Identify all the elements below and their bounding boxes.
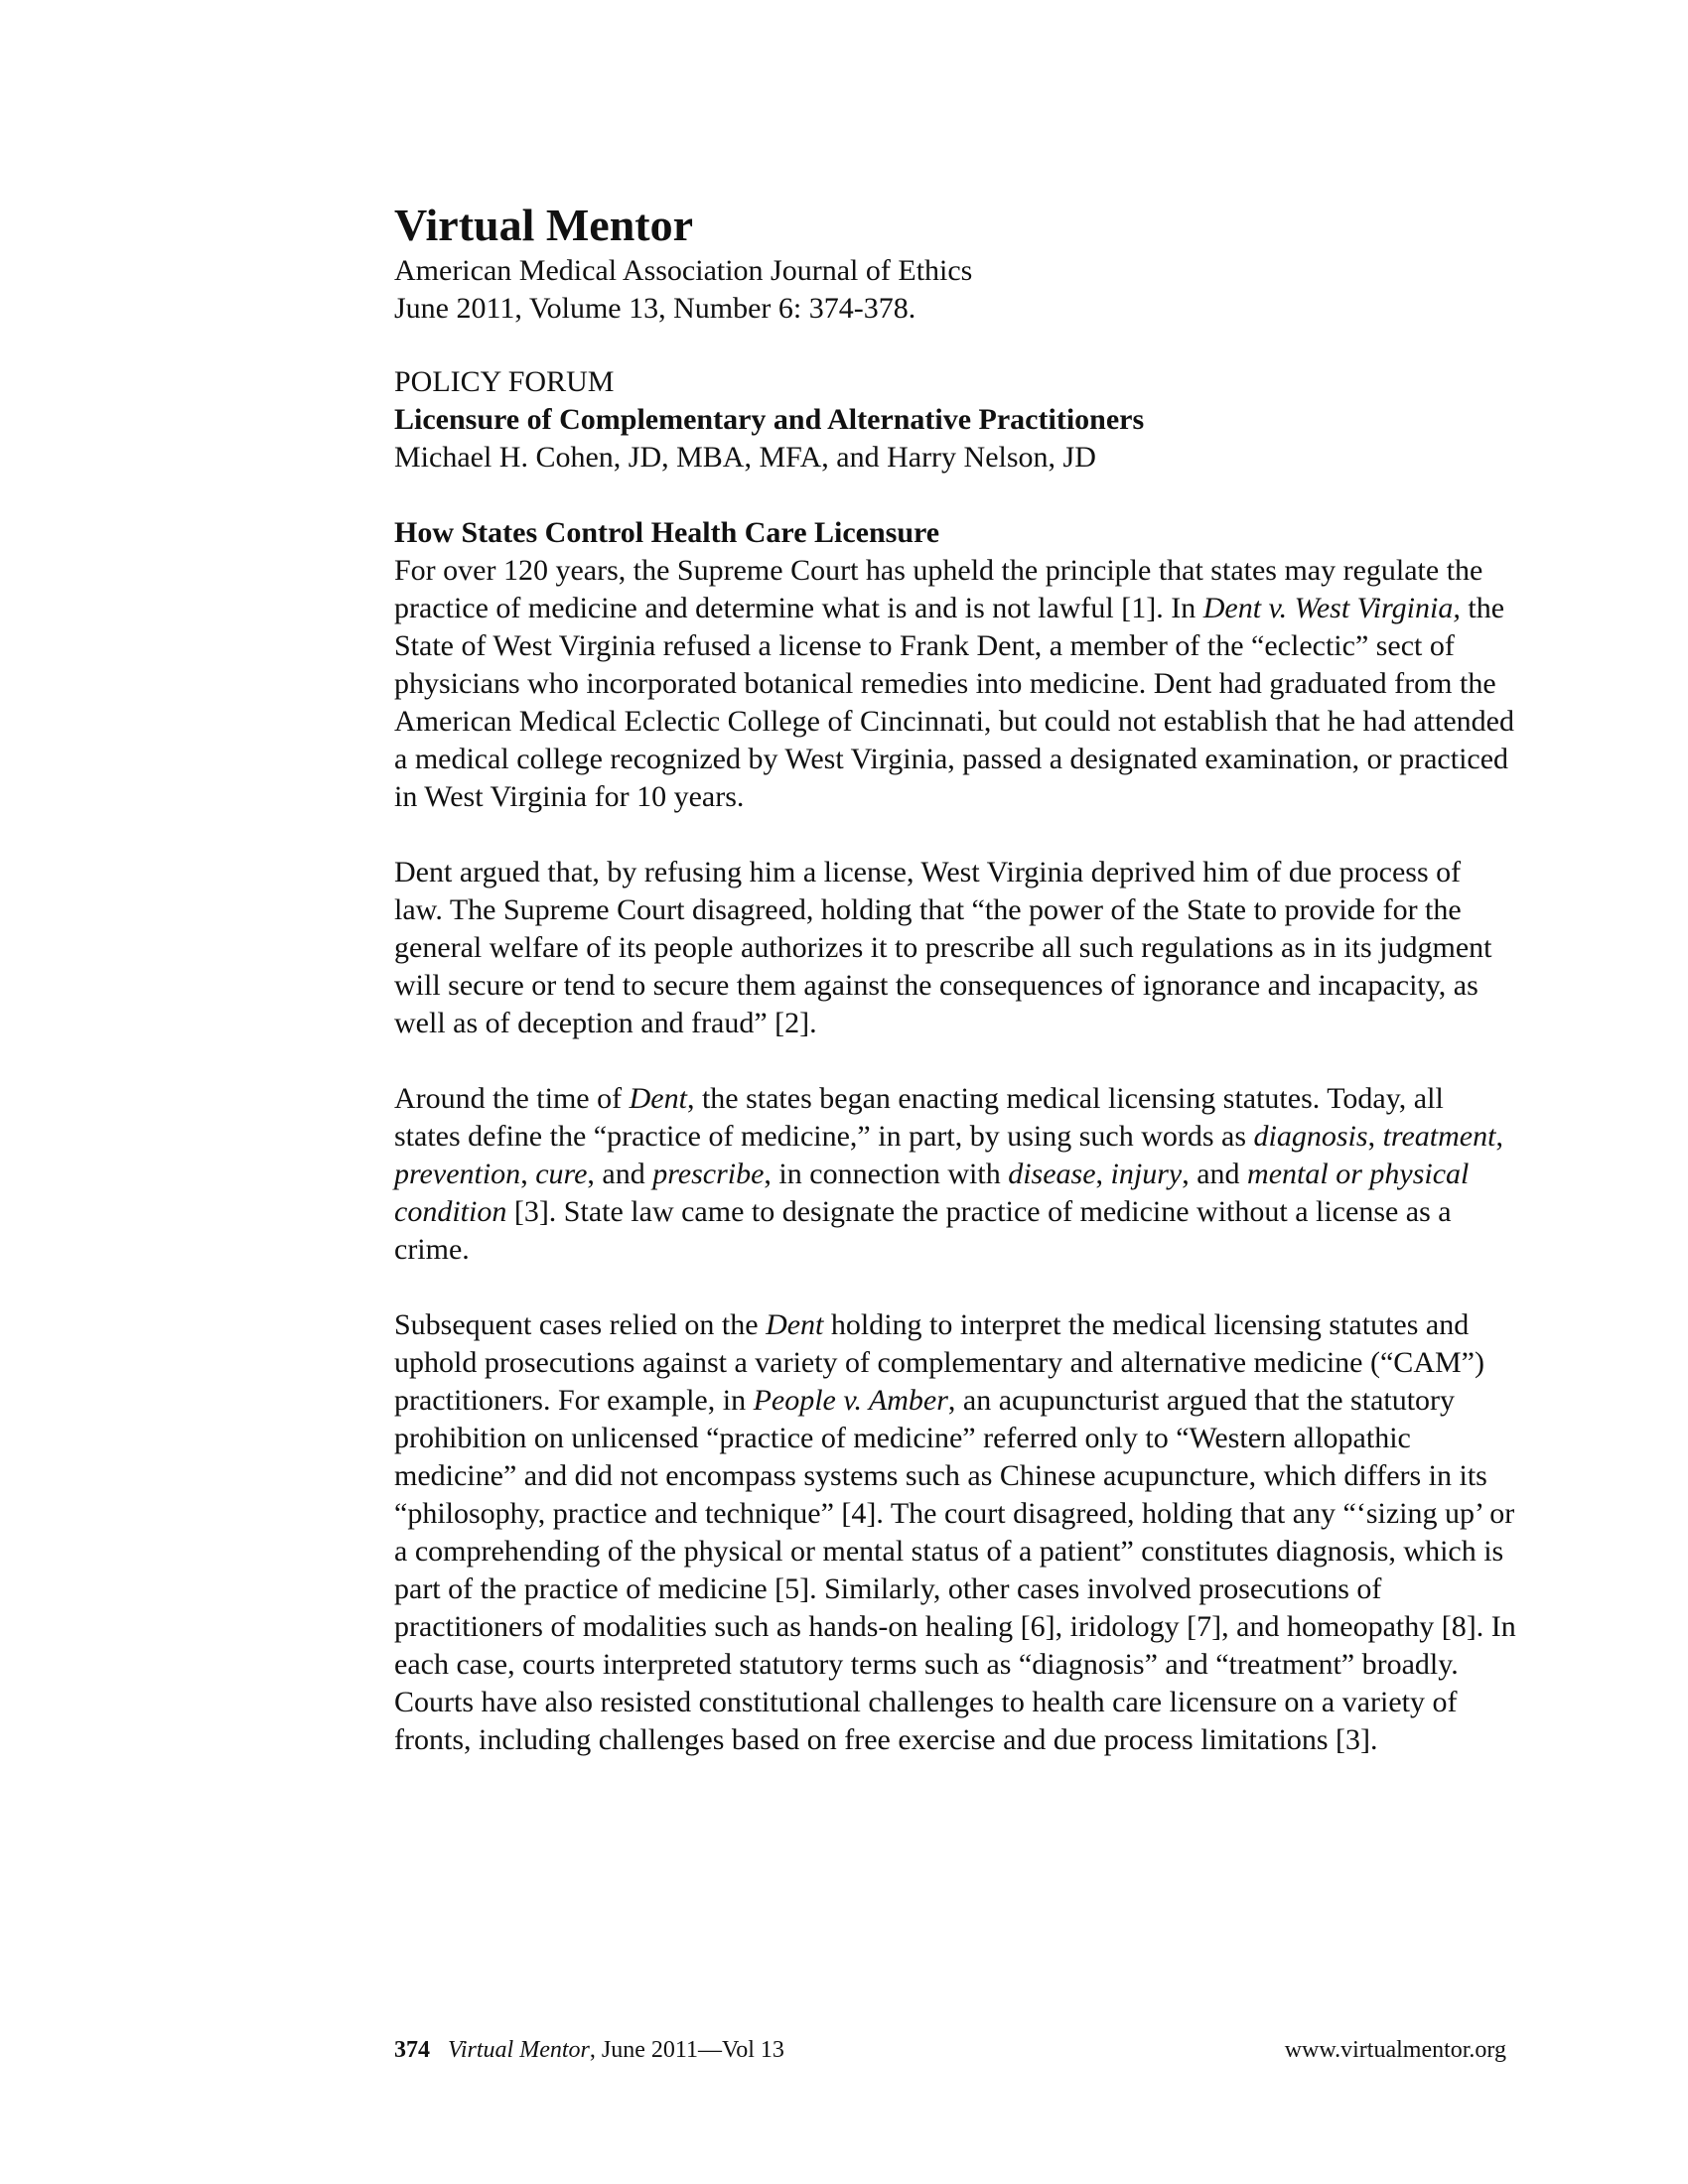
italic-text-run: People v. Amber [753,1384,948,1417]
text-run: the State of West Virginia refused a license to Frank Dent, a member of the “eclectic” sect of physicians who incorporated botanical remedies into medicine. Dent had graduated from the American Medical Eclectic College of Cincinnati, but could not establish that he had attended a medical college recognized by West Virginia, passed a designated examination, or practiced in West Virginia for 10 years. [394,592,1514,813]
text-run: , in connection with [764,1158,1009,1190]
article-title: Licensure of Complementary and Alternative Practitioners [394,403,1145,436]
body-paragraph-3 [394,1080,1516,1269]
footer-journal-name: Virtual Mentor [448,2037,590,2063]
italic-text-run: disease [1008,1158,1096,1190]
italic-text-run: prevention [394,1158,521,1190]
text-run: Dent argued that, by refusing him a license, West Virginia deprived him of due process of law. The Supreme Court disagreed, holding that “the power of the State to provide for the general welfare of its people authorizes it to prescribe all such regulations as in its judgment will secure or tend to secure them against the consequences of ignorance and incapacity, as well as of deception and fraud” [2]. [394,856,1492,1039]
italic-text-run: treatment [1382,1120,1496,1153]
journal-name: Virtual Mentor [394,200,694,250]
page-footer [394,2035,1506,2065]
text-run: , [520,1158,536,1190]
text-run: [3]. State law came to designate the practice of medicine without a license as a crime. [394,1195,1452,1266]
journal-subtitle: American Medical Association Journal of Ethics [394,254,973,287]
italic-text-run: diagnosis [1253,1120,1368,1153]
section-label: POLICY FORUM [394,365,615,398]
footer-website: www.virtualmentor.org [1284,2037,1506,2063]
text-run: Subsequent cases relied on the [394,1308,767,1341]
body-paragraph-1 [394,552,1516,816]
section-heading: How States Control Health Care Licensure [394,516,940,549]
body-paragraph-2 [394,854,1516,1042]
text-run: For over 120 years, the Supreme Court has upheld the principle that states may regulate the practice of medicine and determine what is and is not lawful [1]. In [394,554,1483,624]
text-run: , and [587,1158,653,1190]
italic-text-run: Dent [629,1082,687,1115]
page-number: 374 [394,2037,430,2063]
body-paragraph-4 [394,1306,1516,1759]
article-authors: Michael H. Cohen, JD, MBA, MFA, and Harry Nelson, JD [394,441,1096,474]
text-run: , [1095,1158,1111,1190]
italic-text-run: mental or physical condition [394,1158,1470,1228]
italic-text-run: prescribe [652,1158,765,1190]
italic-text-run: injury [1110,1158,1183,1190]
italic-text-run: Dent v. West Virginia, [1202,592,1461,624]
text-run: , the states began enacting medical licensing statutes. Today, all states define the “practice of medicine,” in part, by using such words as [394,1082,1444,1153]
text-run: , [1367,1120,1383,1153]
text-run: holding to interpret the medical licensing statutes and uphold prosecutions against a variety of complementary and alternative medicine (“CAM”) practitioners. For example, in [394,1308,1484,1417]
footer-citation [394,2035,784,2065]
footer-issue: , June 2011—Vol 13 [589,2037,784,2063]
text-run: Around the time of [394,1082,630,1115]
page-content [394,199,1516,1759]
text-run: , and [1182,1158,1248,1190]
text-run: , an acupuncturist argued that the statutory prohibition on unlicensed “practice of medicine” referred only to “Western allopathic medicine” and did not encompass systems such as Chinese acupuncture, which differs in its “philosophy, practice and technique” [4]. The court disagreed, holding that any “‘sizing up’ or a comprehending of the physical or mental status of a patient” constitutes diagnosis, which is part of the practice of medicine [5]. Similarly, other cases involved prosecutions of practitioners of modalities such as hands-on healing [6], iridology [7], and homeopathy [8]. In each case, courts interpreted statutory terms such as “diagnosis” and “treatment” broadly. Courts have also resisted constitutional challenges to health care licensure on a variety of fronts, including challenges based on free exercise and due process limitations [3]. [394,1384,1516,1756]
issue-line: June 2011, Volume 13, Number 6: 374-378. [394,292,916,325]
italic-text-run: cure [535,1158,588,1190]
footer-spacer [436,2037,448,2063]
italic-text-run: Dent [766,1308,824,1341]
text-run: , [1495,1120,1503,1153]
